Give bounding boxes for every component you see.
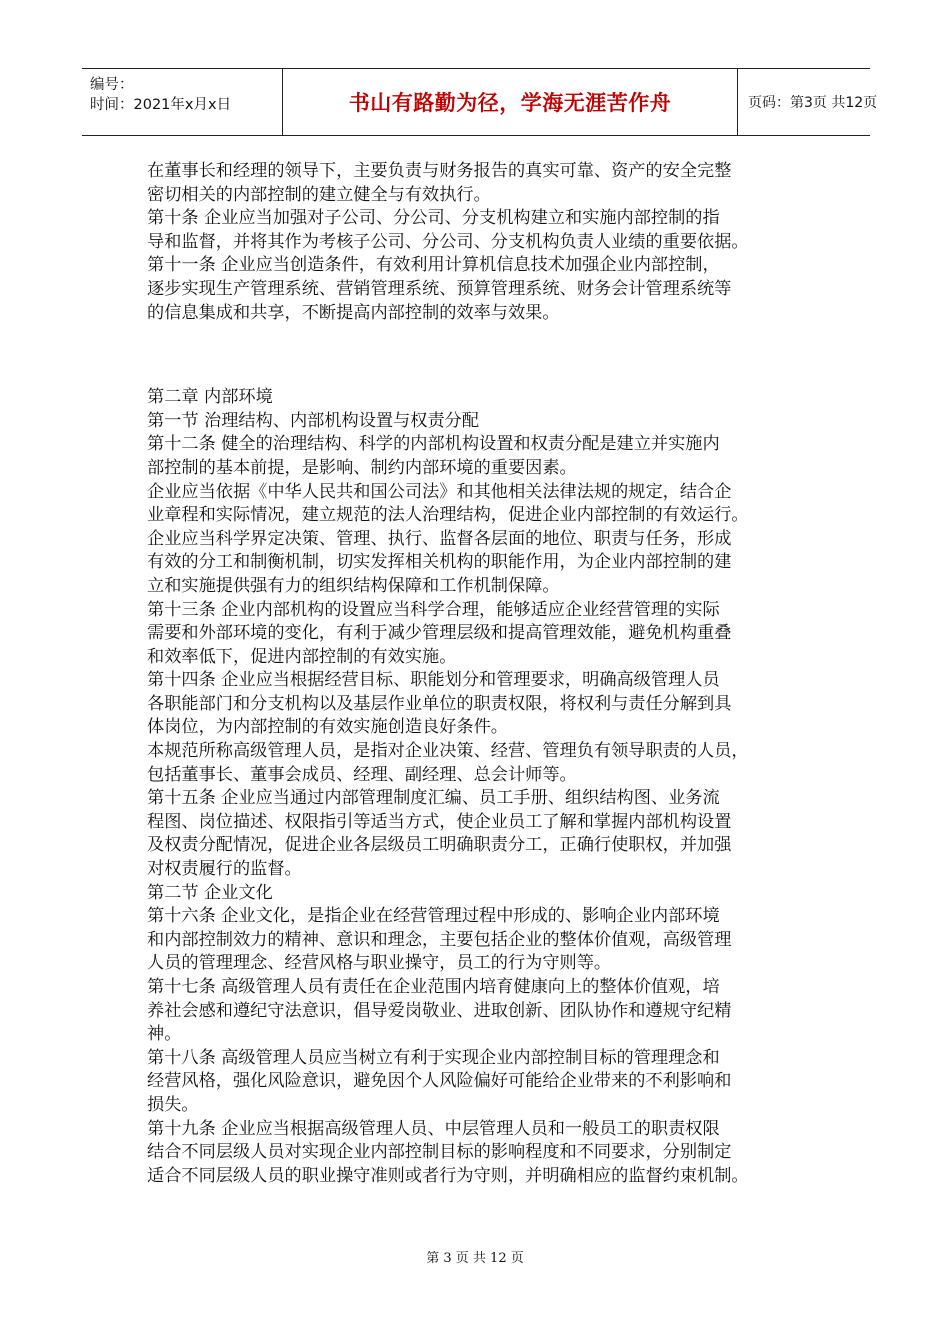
body-text-line: 逐步实现生产管理系统、营销管理系统、预算管理系统、财务会计管理系统等 — [147, 278, 732, 299]
body-text-line: 第十四条 企业应当根据经营目标、职能划分和管理要求，明确高级管理人员 — [147, 670, 720, 691]
body-text-line: 第十九条 企业应当根据高级管理人员、中层管理人员和一般员工的职责权限 — [147, 1118, 720, 1139]
body-text-line: 第十三条 企业内部机构的设置应当科学合理，能够适应企业经营管理的实际 — [147, 599, 720, 620]
body-text-line: 第十六条 企业文化，是指企业在经营管理过程中形成的、影响企业内部环境 — [147, 906, 720, 927]
body-text-line: 和内部控制效力的精神、意识和理念，主要包括企业的整体价值观，高级管理 — [147, 929, 732, 950]
document-body — [147, 160, 817, 1188]
body-text-line: 业章程和实际情况，建立规范的法人治理结构，促进企业内部控制的有效运行。 — [147, 505, 749, 526]
body-text-line: 和效率低下，促进内部控制的有效实施。 — [147, 646, 457, 667]
body-text-line: 经营风格，强化风险意识，避免因个人风险偏好可能给企业带来的不利影响和 — [147, 1071, 732, 1092]
body-text-line: 第十八条 高级管理人员应当树立有利于实现企业内部控制目标的管理理念和 — [147, 1047, 720, 1068]
page-footer — [0, 1247, 950, 1266]
body-text-line: 及权责分配情况，促进企业各层级员工明确职责分工，正确行使职权，并加强 — [147, 835, 732, 856]
header-motto-cell — [282, 69, 738, 135]
body-text-line: 第十七条 高级管理人员有责任在企业范围内培育健康向上的整体价值观，培 — [147, 977, 720, 997]
blank-line — [147, 325, 817, 386]
body-text-line: 神。 — [147, 1024, 182, 1045]
body-text-line: 导和监督，并将其作为考核子公司、分公司、分支机构负责人业绩的重要依据。 — [147, 231, 749, 252]
body-text-line: 企业应当科学界定决策、管理、执行、监督各层面的地位、职责与任务，形成 — [147, 528, 732, 549]
header-page-cell — [738, 69, 878, 135]
body-text-line: 密切相关的内部控制的建立健全与有效执行。 — [147, 184, 491, 205]
body-text-line: 各职能部门和分支机构以及基层作业单位的职责权限，将权利与责任分解到具 — [147, 693, 732, 714]
body-text-line: 包括董事长、董事会成员、经理、副经理、总会计师等。 — [147, 764, 577, 785]
body-text-line: 部控制的基本前提，是影响、制约内部环境的重要因素。 — [147, 457, 577, 478]
header-page-number: 页码：第3页 共12页 — [748, 95, 878, 111]
body-text-line: 适合不同层级人员的职业操守准则或者行为守则，并明确相应的监督约束机制。 — [147, 1165, 749, 1186]
document-time-label: 时间：2021年x月x日 — [90, 97, 232, 113]
body-text-line: 第二章 内部环境 — [147, 387, 273, 408]
body-text-line: 程图、岗位描述、权限指引等适当方式，使企业员工了解和掌握内部机构设置 — [147, 811, 732, 832]
footer-page-number: 第 3 页 共 12 页 — [426, 1251, 524, 1266]
header-meta — [82, 69, 282, 135]
document-number-label: 编号： — [90, 77, 134, 93]
body-text-line: 第二节 企业文化 — [147, 882, 273, 903]
body-text-line: 的信息集成和共享，不断提高内部控制的效率与效果。 — [147, 302, 560, 323]
body-text-line: 本规范所称高级管理人员，是指对企业决策、经营、管理负有领导职责的人员， — [147, 741, 749, 762]
body-text-line: 企业应当依据《中华人民共和国公司法》和其他相关法律法规的规定，结合企 — [147, 481, 732, 502]
body-text-line: 有效的分工和制衡机制，切实发挥相关机构的职能作用，为企业内部控制的建 — [147, 552, 732, 573]
body-text-line: 第一节 治理结构、内部机构设置与权责分配 — [147, 410, 480, 431]
body-text-line: 第十五条 企业应当通过内部管理制度汇编、员工手册、组织结构图、业务流 — [147, 788, 720, 809]
body-text-line: 在董事长和经理的领导下，主要负责与财务报告的真实可靠、资产的安全完整 — [147, 161, 732, 181]
body-text-line: 第十二条 健全的治理结构、科学的内部机构设置和权责分配是建立并实施内 — [147, 434, 720, 455]
body-text-line: 立和实施提供强有力的组织结构保障和工作机制保障。 — [147, 575, 560, 596]
body-text-line: 损失。 — [147, 1094, 199, 1115]
body-text-line: 第十条 企业应当加强对子公司、分公司、分支机构建立和实施内部控制的指 — [147, 208, 720, 229]
body-text-line: 结合不同层级人员对实现企业内部控制目标的影响程度和不同要求，分别制定 — [147, 1142, 732, 1163]
body-text-line: 养社会感和遵纪守法意识，倡导爱岗敬业、进取创新、团队协作和遵规守纪精 — [147, 1000, 732, 1021]
body-text-line: 对权责履行的监督。 — [147, 859, 302, 880]
body-text-line: 第十一条 企业应当创造条件，有效利用计算机信息技术加强企业内部控制， — [147, 255, 720, 276]
page-header — [82, 68, 878, 136]
body-text-line: 需要和外部环境的变化，有利于减少管理层级和提高管理效能，避免机构重叠 — [147, 623, 732, 644]
body-text-line: 体岗位，为内部控制的有效实施创造良好条件。 — [147, 717, 508, 738]
body-text-line: 人员的管理理念、经营风格与职业操守，员工的行为守则等。 — [147, 953, 612, 974]
header-motto: 书山有路勤为径，学海无涯苦作舟 — [348, 91, 672, 115]
